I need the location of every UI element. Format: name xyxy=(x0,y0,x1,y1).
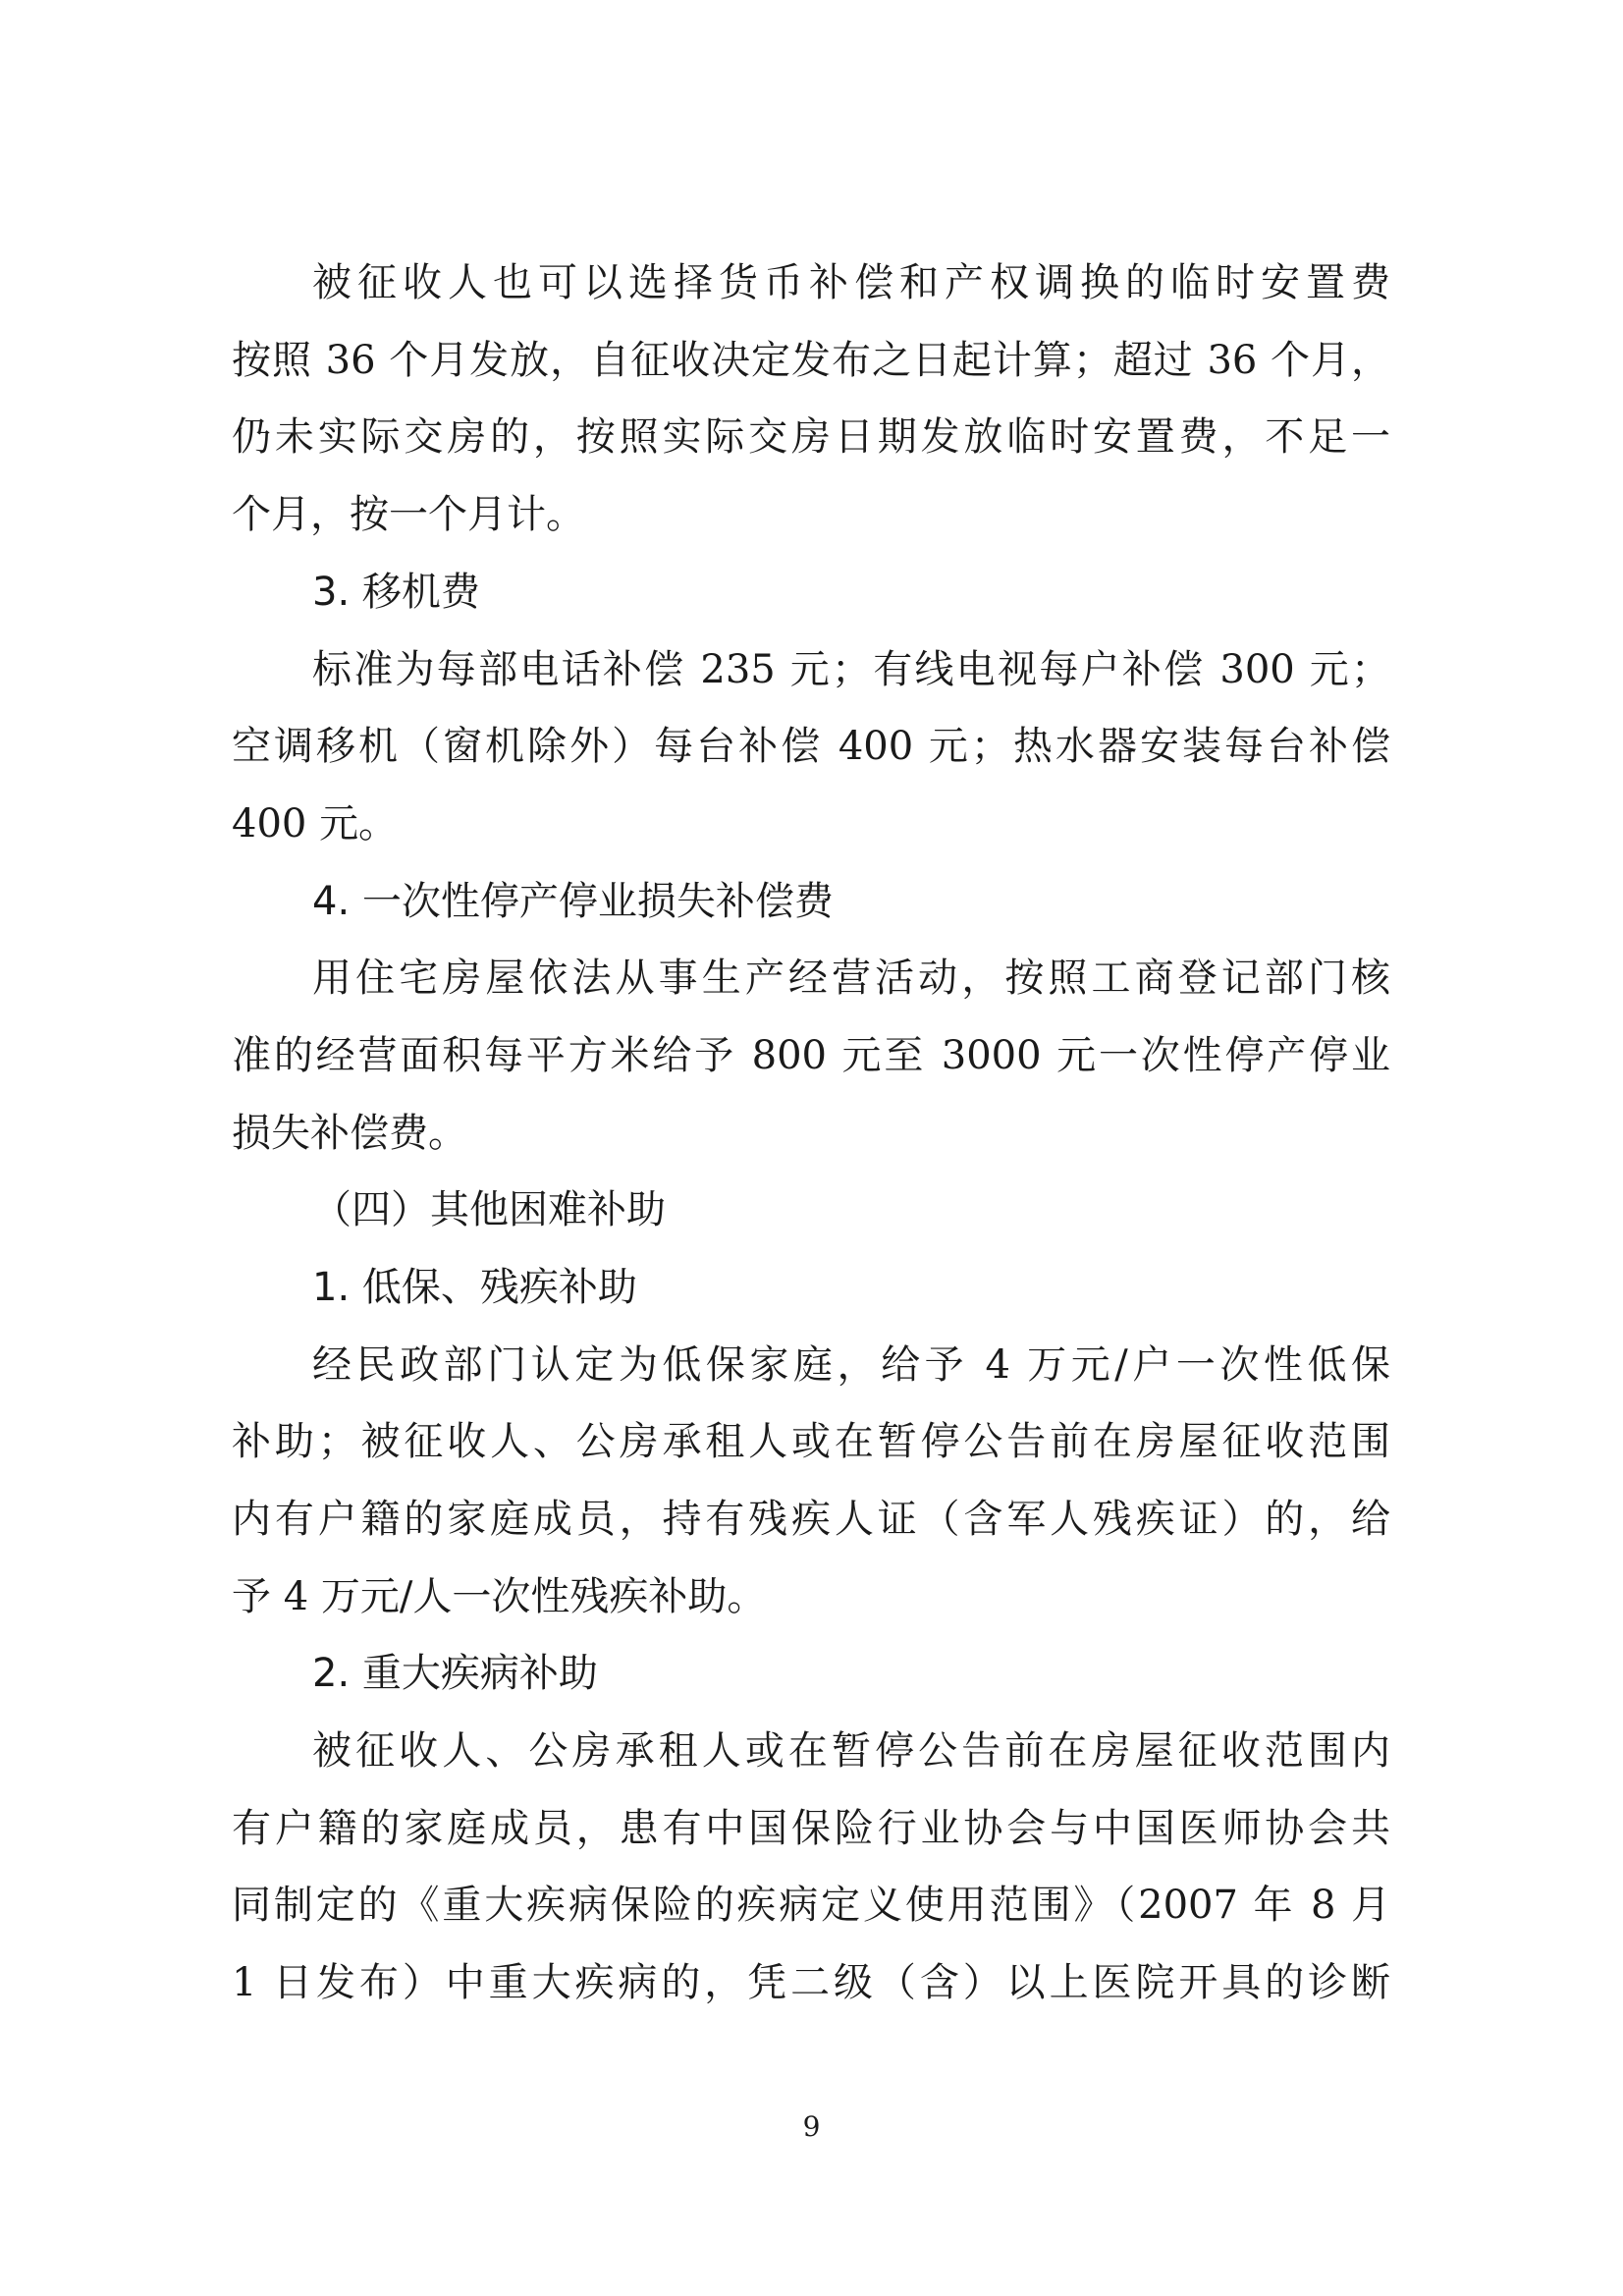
paragraph-line: 用住宅房屋依法从事生产经营活动，按照工商登记部门核 xyxy=(312,956,1390,1001)
section-heading: 3. 移机费 xyxy=(312,570,480,615)
paragraph-line: 经民政部门认定为低保家庭，给予 4 万元/户一次性低保 xyxy=(312,1342,1390,1388)
paragraph-line: 个月，按一个月计。 xyxy=(232,492,585,537)
paragraph-line: 被征收人、公房承租人或在暂停公告前在房屋征收范围内 xyxy=(312,1728,1390,1774)
paragraph-line: 同制定的《重大疾病保险的疾病定义使用范围》（2007 年 8 月 xyxy=(232,1883,1390,1928)
paragraph-line: 按照 36 个月发放，自征收决定发布之日起计算；超过 36 个月， xyxy=(232,338,1390,383)
section-heading: 4. 一次性停产停业损失补偿费 xyxy=(312,879,834,924)
page-number: 9 xyxy=(802,2110,821,2143)
paragraph-line: 400 元。 xyxy=(232,801,399,847)
paragraph-line: 空调移机（窗机除外）每台补偿 400 元；热水器安装每台补偿 xyxy=(232,724,1390,769)
paragraph-line: 予 4 万元/人一次性残疾补助。 xyxy=(232,1574,767,1619)
paragraph-line: 标准为每部电话补偿 235 元；有线电视每户补偿 300 元； xyxy=(312,647,1390,692)
paragraph-line: 准的经营面积每平方米给予 800 元至 3000 元一次性停产停业 xyxy=(232,1033,1390,1078)
section-heading: 2. 重大疾病补助 xyxy=(312,1651,598,1696)
paragraph-line: 被征收人也可以选择货币补偿和产权调换的临时安置费 xyxy=(312,260,1390,305)
paragraph-line: 损失补偿费。 xyxy=(232,1111,467,1156)
section-heading: 1. 低保、残疾补助 xyxy=(312,1265,637,1310)
paragraph-line: 内有户籍的家庭成员，持有残疾人证（含军人残疾证）的，给 xyxy=(232,1497,1390,1542)
paragraph-line: 仍未实际交房的，按照实际交房日期发放临时安置费，不足一 xyxy=(232,414,1390,460)
paragraph-line: 1 日发布）中重大疾病的，凭二级（含）以上医院开具的诊断 xyxy=(232,1960,1390,2005)
paragraph-line: 补助；被征收人、公房承租人或在暂停公告前在房屋征收范围 xyxy=(232,1419,1390,1464)
section-heading: （四）其他困难补助 xyxy=(312,1187,666,1232)
paragraph-line: 有户籍的家庭成员，患有中国保险行业协会与中国医师协会共 xyxy=(232,1806,1390,1851)
